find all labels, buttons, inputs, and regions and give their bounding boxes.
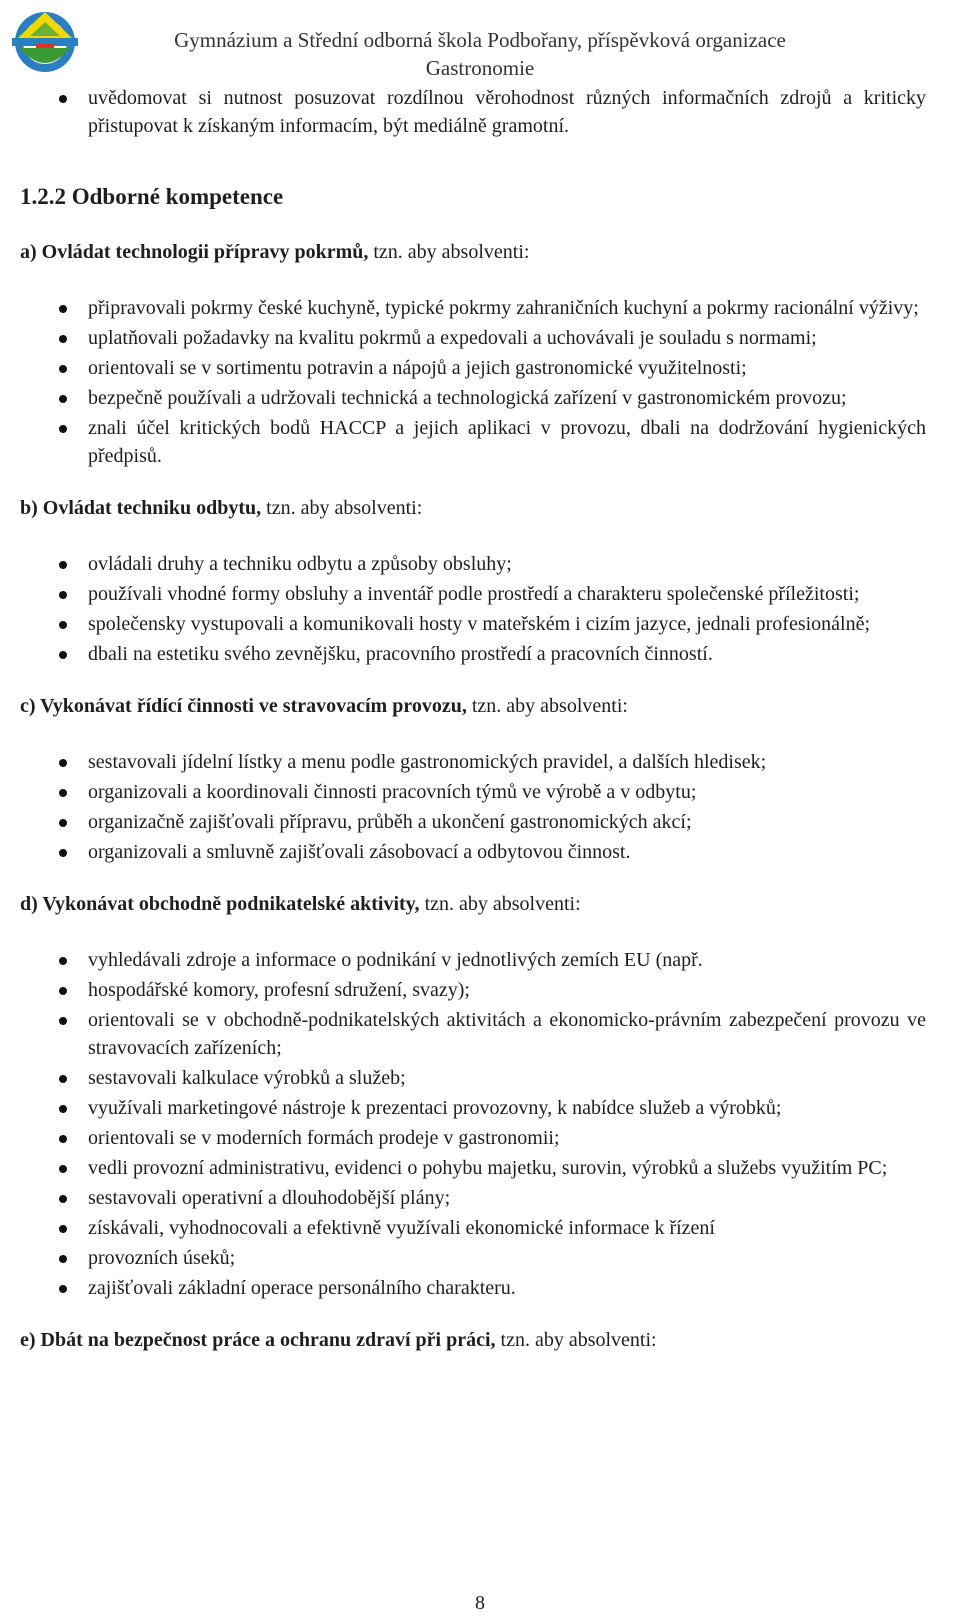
list-item: využívali marketingové nástroje k prezentaci provozovny, k nabídce služeb a výrobků; <box>20 1094 926 1122</box>
list-b <box>20 550 926 668</box>
bullet-icon <box>59 957 67 965</box>
list-d <box>20 946 926 1302</box>
bullet-icon <box>59 1195 67 1203</box>
intro-list <box>20 84 926 140</box>
list-item: bezpečně používali a udržovali technická a technologická zařízení v gastronomickém provozu; <box>20 384 926 412</box>
list-a <box>20 294 926 470</box>
list-item: sestavovali kalkulace výrobků a služeb; <box>20 1064 926 1092</box>
section-title: 1.2.2 Odborné kompetence <box>20 184 284 209</box>
bullet-icon <box>59 1255 67 1263</box>
subsection-heading-a: a) Ovládat technologii přípravy pokrmů, tzn. aby absolventi: <box>20 241 530 263</box>
bullet-icon <box>59 1017 67 1025</box>
list-item: provozních úseků; <box>20 1244 926 1272</box>
bullet-icon <box>59 987 67 995</box>
list-item: ovládali druhy a techniku odbytu a způsoby obsluhy; <box>20 550 926 578</box>
program-name: Gastronomie <box>425 56 535 80</box>
bullet-icon <box>59 561 67 569</box>
list-item: organizovali a smluvně zajišťovali zásobovací a odbytovou činnost. <box>20 838 926 866</box>
list-item: uvědomovat si nutnost posuzovat rozdílnou věrohodnost různých informačních zdrojů a kriticky přistupovat k získaným informacím, být mediálně gramotní. <box>20 84 926 140</box>
bullet-icon <box>59 335 67 343</box>
subsection-heading-c: c) Vykonávat řídící činnosti ve stravovacím provozu, tzn. aby absolventi: <box>20 695 628 717</box>
bullet-icon <box>59 759 67 767</box>
list-item: organizovali a koordinovali činnosti pracovních týmů ve výrobě a v odbytu; <box>20 778 926 806</box>
bullet-icon <box>59 651 67 659</box>
bullet-icon <box>59 1165 67 1173</box>
bullet-icon <box>59 1285 67 1293</box>
school-name: Gymnázium a Střední odborná škola Podbořany, příspěvková organizace <box>174 28 786 52</box>
page-number: 8 <box>475 1592 485 1614</box>
list-item: používali vhodné formy obsluhy a inventář podle prostředí a charakteru společenské příležitosti; <box>20 580 926 608</box>
bullet-icon <box>59 1135 67 1143</box>
list-item: uplatňovali požadavky na kvalitu pokrmů a expedovali a uchovávali je souladu s normami; <box>20 324 926 352</box>
subsection-heading-d: d) Vykonávat obchodně podnikatelské aktivity, tzn. aby absolventi: <box>20 893 581 915</box>
bullet-icon <box>59 789 67 797</box>
list-item: hospodářské komory, profesní sdružení, svazy); <box>20 976 926 1004</box>
bullet-icon <box>59 365 67 373</box>
list-item: společensky vystupovali a komunikovali hosty v mateřském i cizím jazyce, jednali profesionálně; <box>20 610 926 638</box>
bullet-icon <box>59 621 67 629</box>
bullet-icon <box>59 95 67 103</box>
list-item: organizačně zajišťovali přípravu, průběh a ukončení gastronomických akcí; <box>20 808 926 836</box>
list-item: orientovali se v obchodně-podnikatelských aktivitách a ekonomicko-právním zabezpečení provozu ve stravovacích zařízeních; <box>20 1006 926 1062</box>
list-item: zajišťovali základní operace personálního charakteru. <box>20 1274 926 1302</box>
bullet-icon <box>59 849 67 857</box>
bullet-icon <box>59 1075 67 1083</box>
bullet-icon <box>59 395 67 403</box>
list-item: orientovali se v moderních formách prodeje v gastronomii; <box>20 1124 926 1152</box>
list-item: získávali, vyhodnocovali a efektivně využívali ekonomické informace k řízení <box>20 1214 926 1242</box>
page-header <box>0 0 960 84</box>
list-item: vedli provozní administrativu, evidenci o pohybu majetku, surovin, výrobků a služebs využitím PC; <box>20 1154 926 1182</box>
list-item: dbali na estetiku svého zevnějšku, pracovního prostředí a pracovních činností. <box>20 640 926 668</box>
list-item: vyhledávali zdroje a informace o podnikání v jednotlivých zemích EU (např. <box>20 946 926 974</box>
subsection-heading-e: e) Dbát na bezpečnost práce a ochranu zdraví při práci, tzn. aby absolventi: <box>20 1329 657 1351</box>
list-item: sestavovali jídelní lístky a menu podle gastronomických pravidel, a dalších hledisek; <box>20 748 926 776</box>
document-body <box>20 84 926 1354</box>
bullet-icon <box>59 591 67 599</box>
list-item: sestavovali operativní a dlouhodobější plány; <box>20 1184 926 1212</box>
list-item: připravovali pokrmy české kuchyně, typické pokrmy zahraničních kuchyní a pokrmy racionální výživy; <box>20 294 926 322</box>
list-item: orientovali se v sortimentu potravin a nápojů a jejich gastronomické využitelnosti; <box>20 354 926 382</box>
bullet-icon <box>59 305 67 313</box>
bullet-icon <box>59 1105 67 1113</box>
list-item: znali účel kritických bodů HACCP a jejich aplikaci v provozu, dbali na dodržování hygienických předpisů. <box>20 414 926 470</box>
bullet-icon <box>59 1225 67 1233</box>
list-c <box>20 748 926 866</box>
subsection-heading-b: b) Ovládat techniku odbytu, tzn. aby absolventi: <box>20 497 423 519</box>
bullet-icon <box>59 425 67 433</box>
bullet-icon <box>59 819 67 827</box>
